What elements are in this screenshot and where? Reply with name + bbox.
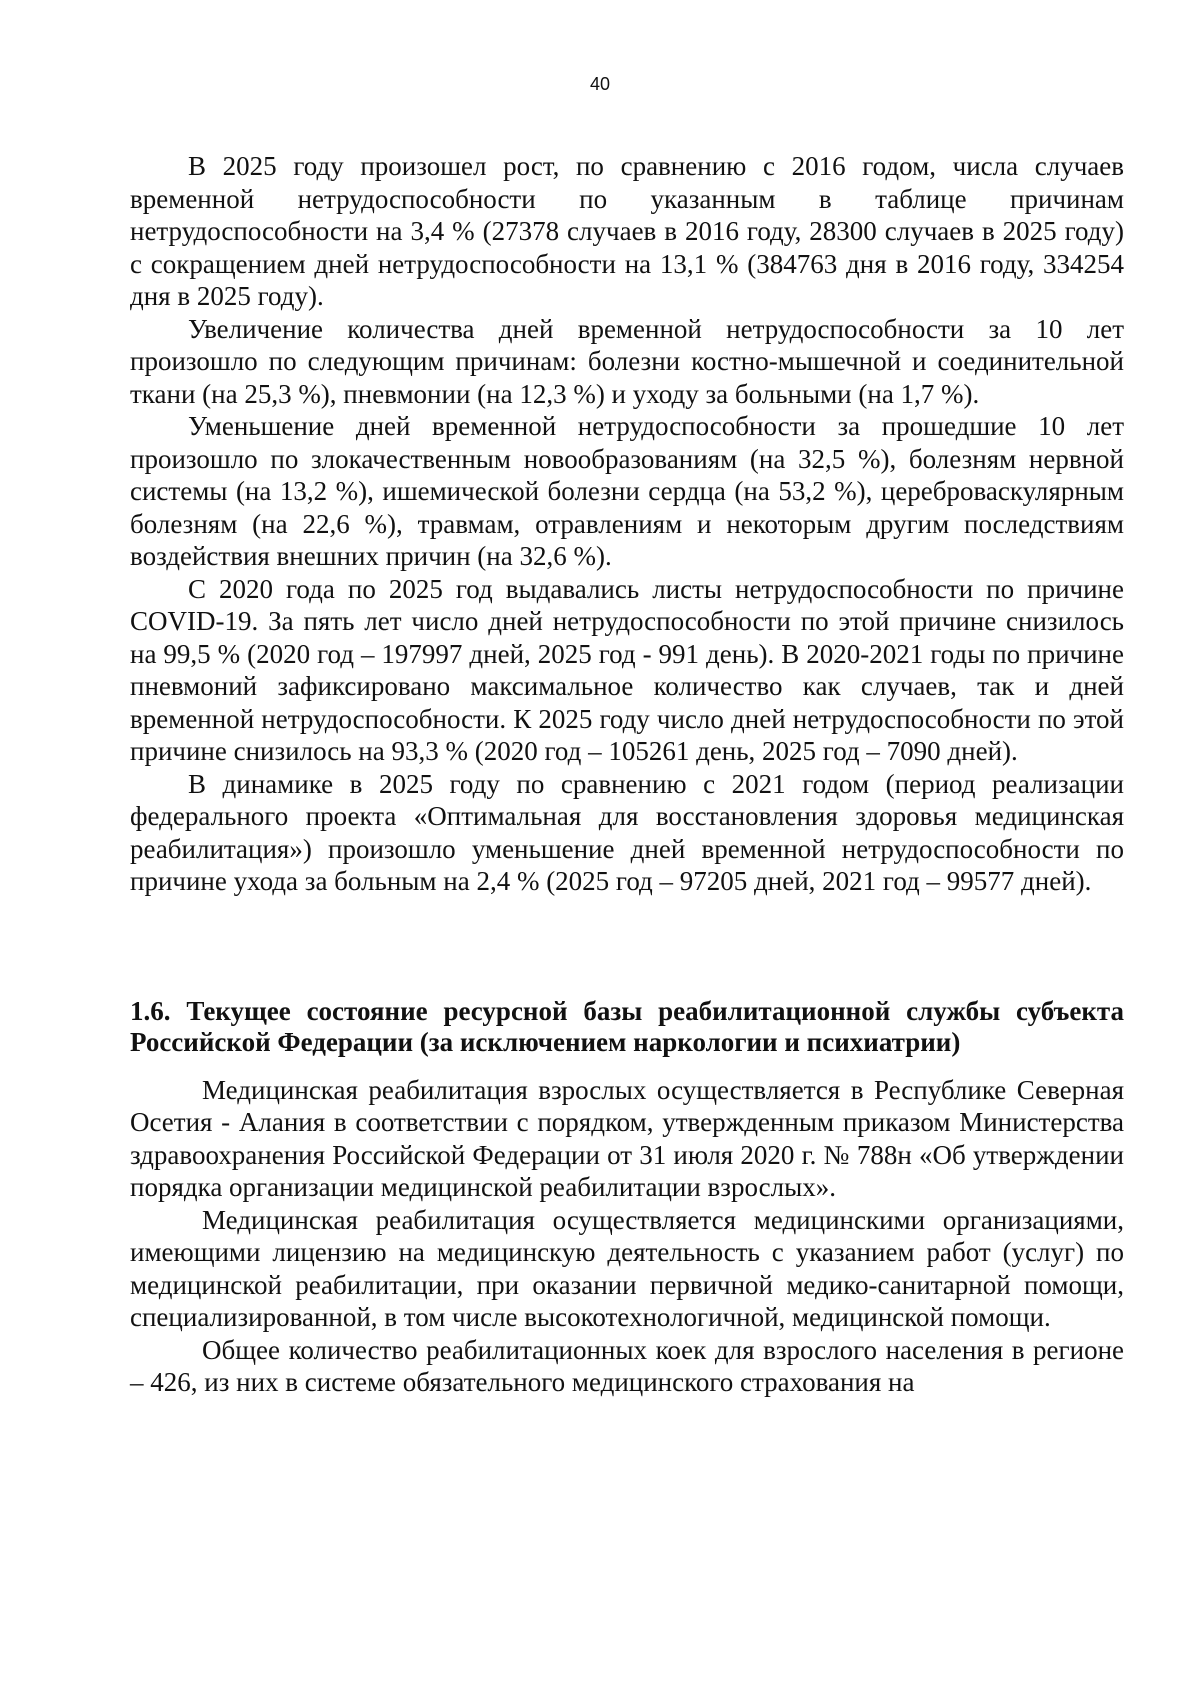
paragraph-days-increase: Увеличение количества дней временной нетрудоспособности за 10 лет произошло по следующим причинам: болезни костно-мышечной и соединительной ткани (на 25,3 %), пневмонии (на 12,3 %) и уходу за больными (на 1,7 %). — [130, 313, 1124, 409]
paragraph-case-growth: В 2025 году произошел рост, по сравнению с 2016 годом, числа случаев временной нетрудоспособности по указанным в таблице причинам нетрудоспособности на 3,4 % (27378 случаев в 2016 году, 28300 случаев в 2025 году) с сокращением дней нетрудоспособности на 13,1 % (384763 дня в 2016 году, 334254 дня в 2025 году). — [130, 151, 1124, 311]
paragraph-rehab-organizations: Медицинская реабилитация осуществляется медицинскими организациями, имеющими лицензию на медицинскую деятельность с указанием работ (услуг) по медицинской реабилитации, при оказании первичной медико-санитарной помощи, специализированной, в том числе высокотехнологичной, медицинской помощи. — [130, 1204, 1124, 1332]
page-number: 40 — [589, 74, 611, 94]
paragraph-rehab-adults: Медицинская реабилитация взрослых осуществляется в Республике Северная Осетия - Алания в соответствии с порядком, утвержденным приказом Министерства здравоохранения Российской Федерации от 31 июля 2020 г. № 788н «Об утверждении порядка организации медицинской реабилитации взрослых». — [130, 1074, 1124, 1202]
page-body — [130, 150, 1124, 1399]
paragraph-dynamics: В динамике в 2025 году по сравнению с 2021 годом (период реализации федерального проекта «Оптимальная для восстановления здоровья медицинская реабилитация») произошло уменьшение дней временной нетрудоспособности по причине ухода за больным на 2,4 % (2025 год – 97205 дней, 2021 год – 99577 дней). — [130, 768, 1124, 896]
paragraph-rehab-beds: Общее количество реабилитационных коек для взрослого населения в регионе – 426, из них в системе обязательного медицинского страхования на — [130, 1334, 1124, 1397]
paragraph-covid: С 2020 года по 2025 год выдавались листы нетрудоспособности по причине COVID-19. За пять лет число дней нетрудоспособности по этой причине снизилось на 99,5 % (2020 год – 197997 дней, 2025 год - 991 день). В 2020-2021 годы по причине пневмоний зафиксировано максимальное количество как случаев, так и дней временной нетрудоспособности. К 2025 году число дней нетрудоспособности по этой причине снизилось на 93,3 % (2020 год – 105261 день, 2025 год – 7090 дней). — [130, 573, 1124, 766]
section-heading: 1.6. Текущее состояние ресурсной базы реабилитационной службы субъекта Российской Федерации (за исключением наркологии и психиатрии) — [130, 995, 1124, 1057]
paragraph-days-decrease: Уменьшение дней временной нетрудоспособности за прошедшие 10 лет произошло по злокачественным новообразованиям (на 32,5 %), болезням нервной системы (на 13,2 %), ишемической болезни сердца (на 53,2 %), цереброваскулярным болезням (на 22,6 %), травмам, отравлениям и некоторым другим последствиям воздействия внешних причин (на 32,6 %). — [130, 411, 1124, 571]
